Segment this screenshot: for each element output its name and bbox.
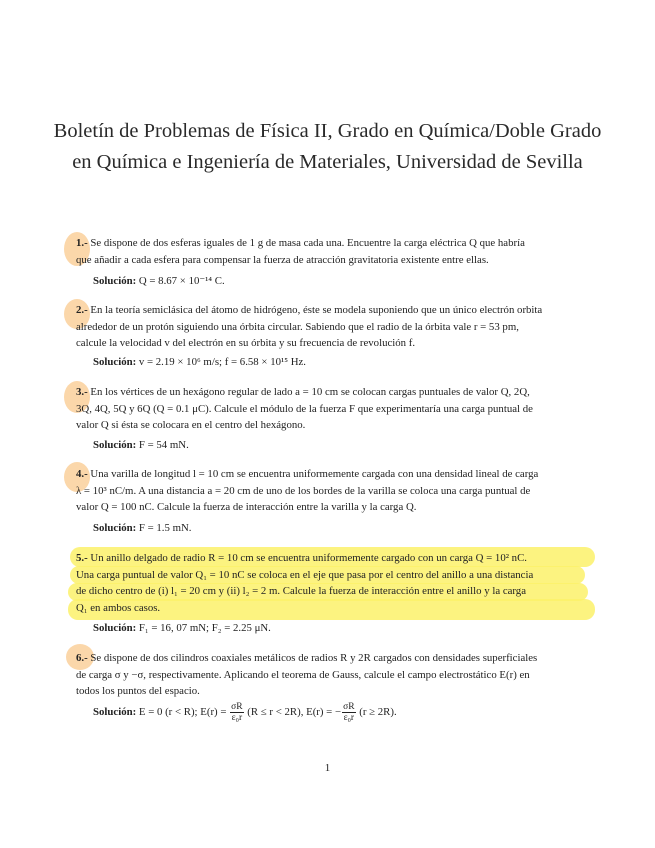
page-number: 1 [324,762,331,774]
problem-number: 1.- [76,237,88,249]
title-line-1: Boletín de Problemas de Física II, Grado en Química/Doble Grado [53,120,602,142]
solution-label: Solución: [93,356,137,368]
problem-text-line: Q₁ en ambos casos. [76,601,161,614]
fraction-numerator: σR [231,702,243,712]
solution-4 [93,522,192,534]
problem-text-line: que añadir a cada esfera para compensar la fuerza de atracción gravitatoria existente entre ellas. [76,253,489,266]
solution-label: Solución: [93,522,137,534]
problem-number: 5.- [76,552,88,564]
problem-4 [76,466,581,516]
solution-text-c: (r ≥ 2R). [356,705,397,718]
solution-text: F = 1.5 mN. [136,522,192,534]
fraction-sigma-r-over-eps-r [230,702,243,723]
title-line-2: en Química e Ingeniería de Materiales, Universidad de Sevilla [72,151,583,173]
problem-3 [76,384,581,434]
problem-text-line: valor Q = 100 nC. Calcule la fuerza de interacción entre la varilla y la carga Q. [76,501,417,514]
solution-text: v = 2.19 × 10⁶ m/s; f = 6.58 × 10¹⁵ Hz. [136,356,306,368]
solution-text: F₁ = 16, 07 mN; F₂ = 2.25 μN. [136,622,271,634]
fraction-numerator: σR [343,702,355,712]
fraction-sigma-r-over-eps-r-2 [342,702,355,723]
problem-5 [76,550,581,616]
problem-6 [76,650,581,700]
problem-number: 6.- [76,652,88,664]
problem-text-line: Una carga puntual de valor Q₁ = 10 nC se coloca en el eje que pasa por el centro del anillo a una distancia [76,568,534,581]
problem-text-line: Se dispone de dos cilindros coaxiales metálicos de radios R y 2R cargados con densidades superficiales [87,652,538,664]
problem-text-line: valor Q si ésta se colocara en el centro del hexágono. [76,419,306,432]
solution-label: Solución: [93,275,137,287]
solution-3 [93,439,189,451]
solution-text-b: (R ≤ r < 2R), E(r) = − [244,705,342,718]
problem-text-line: todos los puntos del espacio. [76,685,200,698]
problem-text-line: alrededor de un protón siguiendo una órbita circular. Sabiendo que el radio de la órbita vale r = 53 pm, [76,320,519,333]
solution-text: Q = 8.67 × 10⁻¹⁴ C. [136,275,225,287]
problem-text-line: Un anillo delgado de radio R = 10 cm se encuentra uniformemente cargado con un carga Q = 10² nC. [87,552,527,564]
problem-text-line: Se dispone de dos esferas iguales de 1 g de masa cada una. Encuentre la carga eléctrica Q que habría [87,237,525,249]
problem-text-line: En los vértices de un hexágono regular de lado a = 10 cm se colocan cargas puntuales de valor Q, 2Q, [87,386,530,398]
solution-label: Solución: [93,705,137,718]
problem-text-line: 3Q, 4Q, 5Q y 6Q (Q = 0.1 μC). Calcule el módulo de la fuerza F que experimentaría una carga puntual de [76,402,533,415]
solution-6 [93,702,397,723]
solution-5 [93,622,271,634]
problem-text-line: de carga σ y −σ, respectivamente. Aplicando el teorema de Gauss, calcule el campo electrostático E(r) en [76,668,530,681]
fraction-denominator: ε₀r [343,713,355,723]
solution-label: Solución: [93,439,137,451]
problem-text-line: λ = 10³ nC/m. A una distancia a = 20 cm de uno de los bordes de la varilla se coloca una carga puntual de [76,484,531,497]
problem-text-line: Una varilla de longitud l = 10 cm se encuentra uniformemente cargada con una densidad lineal de carga [87,468,539,480]
problem-text-line: calcule la velocidad v del electrón en su órbita y su frecuencia de revolución f. [76,337,416,350]
solution-2 [93,356,306,368]
fraction-denominator: ε₀r [231,713,243,723]
solution-text: F = 54 mN. [136,439,189,451]
problem-1 [76,235,581,268]
problem-text-line: En la teoría semiclásica del átomo de hidrógeno, éste se modela suponiendo que un único electrón orbita [87,304,543,316]
problem-text-line: de dicho centro de (i) l₁ = 20 cm y (ii) l₂ = 2 m. Calcule la fuerza de interacción entre el anillo y la carga [76,585,527,598]
problem-number: 4.- [76,468,88,480]
problem-2 [76,302,581,352]
problem-number: 3.- [76,386,88,398]
solution-label: Solución: [93,622,137,634]
document-title [40,116,615,178]
solution-1 [93,274,225,287]
solution-text-a: E = 0 (r < R); E(r) = [136,705,230,718]
problem-number: 2.- [76,304,88,316]
